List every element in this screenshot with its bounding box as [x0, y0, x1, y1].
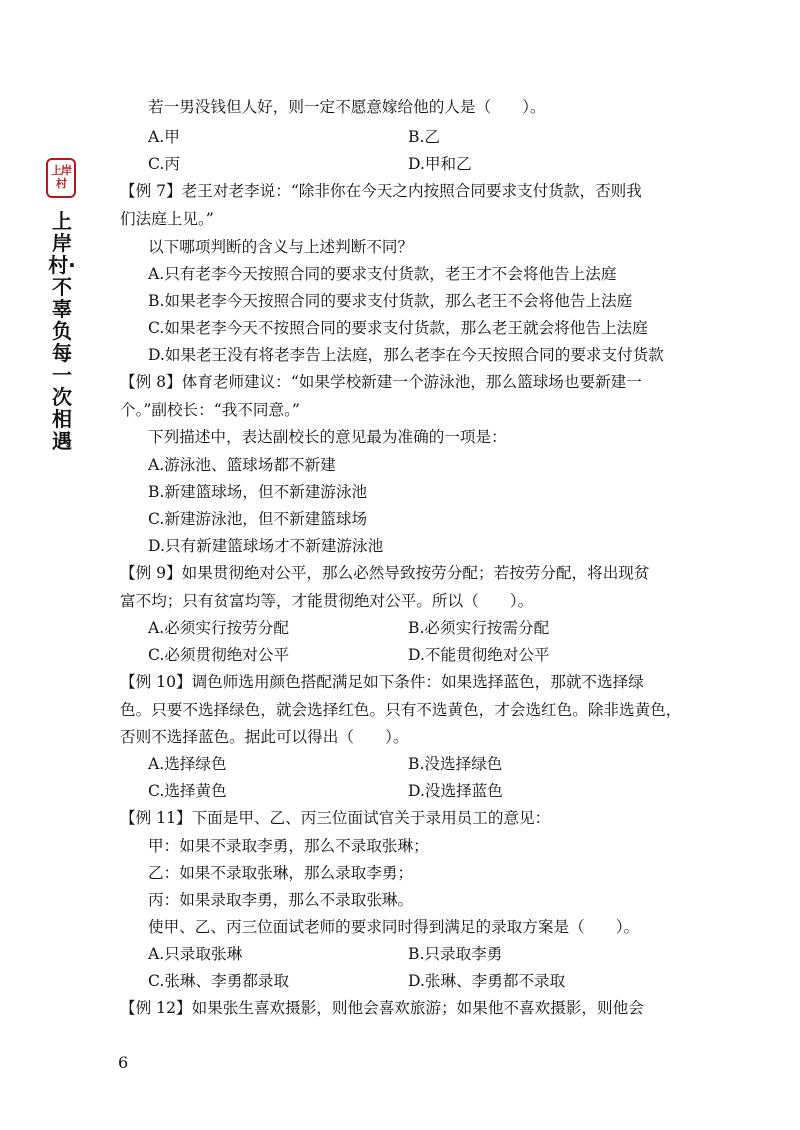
- text-line: 下列描述中，表达副校长的意见最为准确的一项是：: [148, 428, 507, 446]
- example-heading: 【例 10】调色师选用颜色搭配满足如下条件：如果选择蓝色，那就不选择绿: [120, 673, 644, 691]
- example-heading: 【例 11】下面是甲、乙、丙三位面试官关于录用员工的意见：: [120, 809, 551, 827]
- option-a: A.游泳池、篮球场都不新建: [148, 456, 336, 474]
- option-a: A.只有老李今天按照合同的要求支付货款，老王才不会将他告上法庭: [148, 265, 617, 283]
- option-b: B.只录取李勇: [408, 945, 503, 963]
- option-d: D.张琳、李勇都不录取: [408, 972, 566, 990]
- text-line: 丙：如果录取李勇，那么不录取张琳。: [148, 891, 414, 909]
- text-line: 使甲、乙、丙三位面试老师的要求同时得到满足的录取方案是（ ）。: [148, 918, 640, 936]
- text-line: 个。”副校长：“我不同意。”: [120, 401, 300, 419]
- option-d: D.甲和乙: [408, 155, 472, 173]
- option-c: C.必须贯彻绝对公平: [148, 646, 290, 664]
- option-c: C.如果老李今天不按照合同的要求支付货款，那么老王就会将他告上法庭: [148, 319, 648, 337]
- example-heading: 【例 8】体育老师建议：“如果学校新建一个游泳池，那么篮球场也要新建一: [120, 373, 642, 391]
- option-c: C.新建游泳池，但不新建篮球场: [148, 510, 368, 528]
- text-line: 否则不选择蓝色。据此可以得出（ ）。: [120, 728, 409, 746]
- page-number: 6: [118, 1053, 129, 1072]
- option-b: B.没选择绿色: [408, 755, 503, 773]
- brand-logo: 上岸村: [46, 158, 76, 198]
- option-b: B.乙: [408, 128, 441, 146]
- text-line: 们法庭上见。”: [120, 210, 214, 228]
- example-heading: 【例 9】如果贯彻绝对公平，那么必然导致按劳分配；若按劳分配，将出现贫: [120, 564, 650, 582]
- option-b: B.必须实行按需分配: [408, 619, 550, 637]
- option-a: A.甲: [148, 128, 180, 146]
- side-slogan: 上岸村·不辜负每一次相遇: [48, 209, 76, 453]
- option-a: A.只录取张琳: [148, 945, 243, 963]
- text-line: 色。只要不选择绿色，就会选择红色。只有不选黄色，才会选红色。除非选黄色，: [120, 701, 682, 719]
- option-c: C.选择黄色: [148, 782, 227, 800]
- option-d: D.没选择蓝色: [408, 782, 503, 800]
- option-b: B.如果老李今天按照合同的要求支付货款，那么老王不会将他告上法庭: [148, 292, 633, 310]
- example-heading: 【例 12】如果张生喜欢摄影，则他会喜欢旅游；如果他不喜欢摄影，则他会: [120, 999, 644, 1017]
- option-d: D.如果老王没有将老李告上法庭，那么老李在今天按照合同的要求支付货款: [148, 346, 664, 364]
- option-d: D.不能贯彻绝对公平: [408, 646, 550, 664]
- text-line: 富不均；只有贫富均等，才能贯彻绝对公平。所以（ ）。: [120, 592, 534, 610]
- text-line: 以下哪项判断的含义与上述判断不同？: [148, 238, 414, 256]
- option-a: A.选择绿色: [148, 755, 227, 773]
- option-b: B.新建篮球场，但不新建游泳池: [148, 483, 368, 501]
- text-line: 甲：如果不录取李勇，那么不录取张琳；: [148, 837, 429, 855]
- option-c: C.张琳、李勇都录取: [148, 972, 290, 990]
- option-c: C.丙: [148, 155, 180, 173]
- example-heading: 【例 7】老王对老李说：“除非你在今天之内按照合同要求支付货款，否则我: [120, 182, 642, 200]
- option-a: A.必须实行按劳分配: [148, 619, 289, 637]
- text-line: 若一男没钱但人好，则一定不愿意嫁给他的人是（ ）。: [148, 98, 546, 116]
- text-line: 乙：如果不录取张琳，那么录取李勇；: [148, 864, 414, 882]
- option-d: D.只有新建篮球场才不新建游泳池: [148, 537, 384, 555]
